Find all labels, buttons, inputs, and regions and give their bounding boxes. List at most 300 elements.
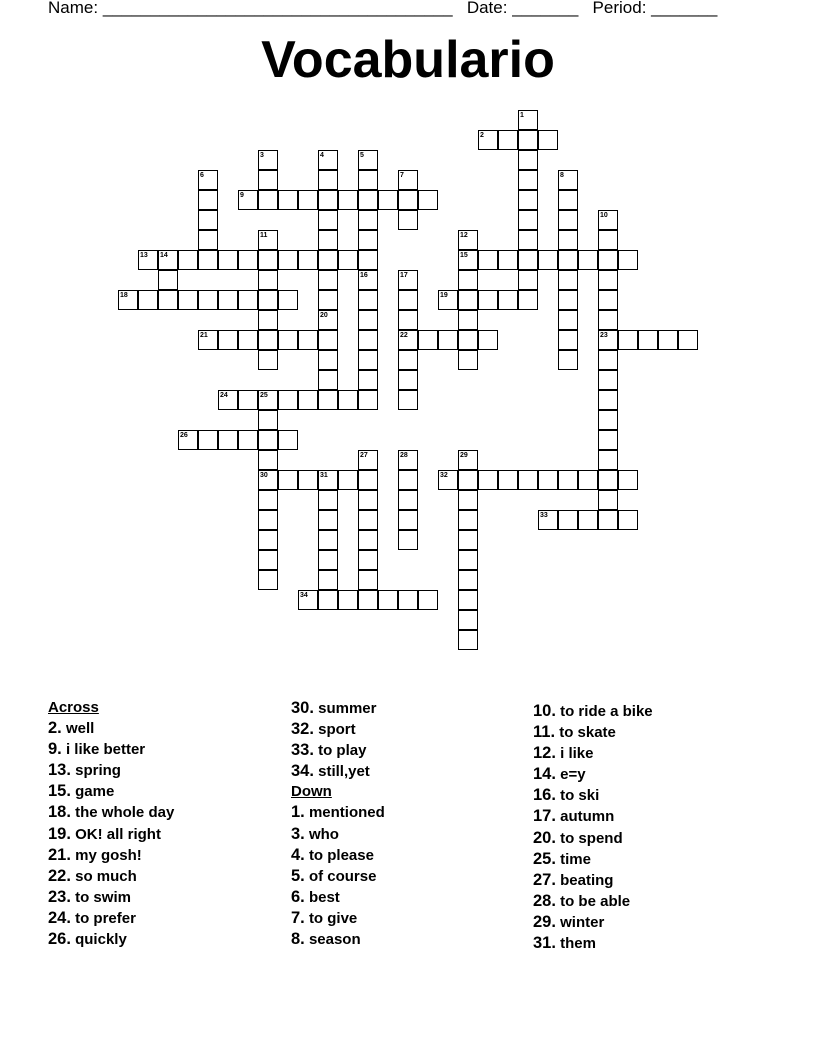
crossword-cell[interactable] <box>458 270 478 290</box>
crossword-cell[interactable] <box>538 130 558 150</box>
cell-number: 30 <box>260 472 268 479</box>
crossword-cell[interactable] <box>458 530 478 550</box>
crossword-cell[interactable] <box>398 190 418 210</box>
crossword-cell[interactable] <box>258 510 278 530</box>
crossword-cell[interactable] <box>418 590 438 610</box>
cell-number: 19 <box>440 292 448 299</box>
crossword-cell[interactable] <box>518 290 538 310</box>
crossword-cell[interactable] <box>418 190 438 210</box>
crossword-cell[interactable] <box>258 190 278 210</box>
crossword-cell[interactable] <box>478 250 498 270</box>
clue-number: 14. <box>533 765 556 784</box>
crossword-cell[interactable] <box>318 510 338 530</box>
cell-number: 7 <box>400 172 404 179</box>
down-heading: Down <box>291 783 332 801</box>
crossword-cell[interactable] <box>558 270 578 290</box>
crossword-cell[interactable] <box>458 510 478 530</box>
crossword-cell[interactable] <box>358 550 378 570</box>
clue-number: 24. <box>48 908 71 927</box>
crossword-cell[interactable] <box>158 290 178 310</box>
crossword-cell[interactable] <box>458 290 478 310</box>
clue-text: to play <box>318 742 367 760</box>
crossword-cell[interactable] <box>438 330 458 350</box>
clue-text: to prefer <box>75 909 136 927</box>
crossword-cell[interactable] <box>598 490 618 510</box>
crossword-cell[interactable] <box>338 250 358 270</box>
crossword-cell[interactable] <box>358 570 378 590</box>
cell-number: 16 <box>360 272 368 279</box>
crossword-cell[interactable] <box>518 130 538 150</box>
crossword-cell[interactable] <box>598 470 618 490</box>
crossword-cell[interactable] <box>558 210 578 230</box>
clue-text: to please <box>308 846 374 864</box>
crossword-cell[interactable] <box>558 350 578 370</box>
crossword-cell[interactable] <box>498 250 518 270</box>
crossword-cell[interactable] <box>618 330 638 350</box>
crossword-cell[interactable] <box>258 550 278 570</box>
clue-number: 21. <box>48 845 71 864</box>
crossword-cell[interactable] <box>518 190 538 210</box>
crossword-cell[interactable] <box>298 250 318 270</box>
cell-number: 20 <box>320 312 328 319</box>
crossword-cell[interactable] <box>598 230 618 250</box>
crossword-cell[interactable] <box>398 510 418 530</box>
cell-number: 31 <box>320 472 328 479</box>
crossword-cell[interactable] <box>398 370 418 390</box>
clue-text: e=y <box>560 766 586 784</box>
crossword-cell[interactable] <box>538 470 558 490</box>
crossword-cell[interactable] <box>558 510 578 530</box>
cell-number: 24 <box>220 392 228 399</box>
clue-text: i like better <box>65 741 146 759</box>
clue-item <box>48 866 174 887</box>
crossword-cell[interactable] <box>258 270 278 290</box>
cell-number: 12 <box>460 232 468 239</box>
crossword-cell[interactable] <box>618 510 638 530</box>
crossword-cell[interactable] <box>578 250 598 270</box>
clue-number: 19. <box>48 824 71 843</box>
crossword-cell[interactable] <box>558 190 578 210</box>
cell-number: 26 <box>180 432 188 439</box>
crossword-cell[interactable] <box>518 250 538 270</box>
crossword-cell[interactable] <box>198 290 218 310</box>
crossword-cell[interactable] <box>358 170 378 190</box>
clue-number: 5. <box>291 866 305 885</box>
clue-item <box>291 845 385 866</box>
crossword-cell[interactable] <box>338 590 358 610</box>
crossword-cell[interactable] <box>598 510 618 530</box>
crossword-cell[interactable] <box>198 250 218 270</box>
clue-number: 34. <box>291 762 314 781</box>
clue-item <box>48 739 174 760</box>
crossword-cell[interactable] <box>338 390 358 410</box>
crossword-cell[interactable] <box>318 590 338 610</box>
crossword-cell[interactable] <box>378 190 398 210</box>
crossword-cell[interactable] <box>298 190 318 210</box>
crossword-cell[interactable] <box>398 290 418 310</box>
clue-item <box>48 845 174 866</box>
crossword-cell[interactable] <box>478 470 498 490</box>
page-title: Vocabulario <box>261 31 555 89</box>
clue-text: beating <box>560 871 614 889</box>
crossword-cell[interactable] <box>458 470 478 490</box>
crossword-cell[interactable] <box>398 310 418 330</box>
crossword-cell[interactable] <box>578 470 598 490</box>
crossword-cell[interactable] <box>358 530 378 550</box>
clue-text: game <box>75 783 115 801</box>
clue-text: i like <box>560 745 594 763</box>
clue-text: to give <box>308 909 358 927</box>
crossword-cell[interactable] <box>558 290 578 310</box>
clue-number: 32. <box>291 720 314 739</box>
crossword-cell[interactable] <box>258 170 278 190</box>
period-label: Period: <box>592 0 647 17</box>
cell-number: 5 <box>360 152 364 159</box>
crossword-cell[interactable] <box>598 290 618 310</box>
crossword-cell[interactable] <box>658 330 678 350</box>
crossword-cell[interactable] <box>458 590 478 610</box>
crossword-cell[interactable] <box>298 470 318 490</box>
clue-number: 18. <box>48 803 71 822</box>
clue-item <box>533 870 653 891</box>
crossword-cell[interactable] <box>258 490 278 510</box>
clue-text: still,yet <box>318 763 370 781</box>
crossword-cell[interactable] <box>238 250 258 270</box>
clue-item <box>291 929 385 950</box>
cell-number: 29 <box>460 452 468 459</box>
crossword-cell[interactable] <box>618 250 638 270</box>
crossword-cell[interactable] <box>318 490 338 510</box>
clue-item <box>533 912 653 933</box>
cell-number: 28 <box>400 452 408 459</box>
crossword-cell[interactable] <box>258 410 278 430</box>
crossword-cell[interactable] <box>318 390 338 410</box>
crossword-cell[interactable] <box>258 570 278 590</box>
clue-number: 8. <box>291 930 305 949</box>
crossword-cell[interactable] <box>278 330 298 350</box>
clue-number: 2. <box>48 719 62 738</box>
crossword-cell[interactable] <box>598 410 618 430</box>
crossword-cell[interactable] <box>518 270 538 290</box>
cell-number: 25 <box>260 392 268 399</box>
crossword-cell[interactable] <box>518 210 538 230</box>
clue-number: 31. <box>533 934 556 953</box>
crossword-cell[interactable] <box>498 470 518 490</box>
crossword-cell[interactable] <box>358 490 378 510</box>
crossword-cell[interactable] <box>358 330 378 350</box>
period-blank[interactable]: _______ <box>651 0 718 17</box>
clue-number: 4. <box>291 845 305 864</box>
crossword-cell[interactable] <box>338 190 358 210</box>
crossword-cell[interactable] <box>318 170 338 190</box>
clue-text: to be able <box>560 892 631 910</box>
name-blank[interactable]: _____________________________________ <box>102 0 453 17</box>
cell-number: 1 <box>520 112 524 119</box>
crossword-cell[interactable] <box>138 290 158 310</box>
crossword-cell[interactable] <box>498 290 518 310</box>
crossword-cell[interactable] <box>318 190 338 210</box>
clue-item <box>48 781 174 802</box>
crossword-cell[interactable] <box>198 210 218 230</box>
clue-text: spring <box>75 762 121 780</box>
crossword-cell[interactable] <box>318 570 338 590</box>
crossword-cell[interactable] <box>198 430 218 450</box>
crossword-cell[interactable] <box>538 250 558 270</box>
crossword-cell[interactable] <box>498 130 518 150</box>
clue-item <box>291 719 385 740</box>
clue-number: 9. <box>48 740 62 759</box>
crossword-cell[interactable] <box>478 330 498 350</box>
cell-number: 33 <box>540 512 548 519</box>
crossword-cell[interactable] <box>298 390 318 410</box>
crossword-cell[interactable] <box>198 230 218 250</box>
cell-number: 22 <box>400 332 408 339</box>
clue-item <box>533 764 653 785</box>
clue-number: 25. <box>533 849 556 868</box>
crossword-cell[interactable] <box>558 250 578 270</box>
clue-number: 10. <box>533 702 556 720</box>
crossword-cell[interactable] <box>238 330 258 350</box>
date-blank[interactable]: _______ <box>512 0 579 17</box>
crossword-cell[interactable] <box>458 490 478 510</box>
crossword-cell[interactable] <box>598 250 618 270</box>
crossword-cell[interactable] <box>358 590 378 610</box>
crossword-cell[interactable] <box>398 210 418 230</box>
clue-text: OK! all right <box>75 825 161 843</box>
crossword-cell[interactable] <box>278 390 298 410</box>
crossword-cell[interactable] <box>458 310 478 330</box>
crossword-cell[interactable] <box>318 350 338 370</box>
crossword-cell[interactable] <box>278 290 298 310</box>
clue-number: 3. <box>291 824 305 843</box>
crossword-cell[interactable] <box>318 530 338 550</box>
clue-text: well <box>65 720 95 738</box>
crossword-cell[interactable] <box>398 530 418 550</box>
cell-number: 15 <box>460 252 468 259</box>
clue-item <box>291 824 385 845</box>
crossword-cell[interactable] <box>358 370 378 390</box>
cell-number: 6 <box>200 172 204 179</box>
crossword-cell[interactable] <box>398 350 418 370</box>
crossword-cell[interactable] <box>358 290 378 310</box>
clue-text: them <box>560 935 596 953</box>
clue-number: 28. <box>533 891 556 910</box>
cell-number: 23 <box>600 332 608 339</box>
clue-number: 29. <box>533 912 556 931</box>
crossword-cell[interactable] <box>558 470 578 490</box>
crossword-cell[interactable] <box>278 190 298 210</box>
crossword-cell[interactable] <box>358 390 378 410</box>
clue-item <box>533 743 653 764</box>
cell-number: 3 <box>260 152 264 159</box>
crossword-cell[interactable] <box>258 530 278 550</box>
crossword-cell[interactable] <box>358 470 378 490</box>
clue-item <box>291 908 385 929</box>
clue-text: sport <box>318 721 356 739</box>
crossword-cell[interactable] <box>218 250 238 270</box>
crossword-cell[interactable] <box>398 490 418 510</box>
crossword-cell[interactable] <box>678 330 698 350</box>
crossword-cell[interactable] <box>558 310 578 330</box>
crossword-cell[interactable] <box>518 170 538 190</box>
crossword-cell[interactable] <box>598 430 618 450</box>
crossword-cell[interactable] <box>398 470 418 490</box>
crossword-cell[interactable] <box>318 290 338 310</box>
clue-number: 15. <box>48 782 71 801</box>
clue-text: time <box>560 850 591 868</box>
name-label: Name: <box>48 0 99 17</box>
clue-text: to skate <box>559 724 616 742</box>
crossword-cell[interactable] <box>358 350 378 370</box>
crossword-cell[interactable] <box>158 270 178 290</box>
clue-number: 17. <box>533 807 556 826</box>
clue-number: 33. <box>291 741 314 760</box>
crossword-cell[interactable] <box>458 350 478 370</box>
date-label: Date: <box>466 0 508 17</box>
crossword-cell[interactable] <box>218 290 238 310</box>
crossword-cell[interactable] <box>398 390 418 410</box>
clue-text: my gosh! <box>75 846 142 864</box>
clue-item <box>48 718 174 739</box>
crossword-cell[interactable] <box>318 270 338 290</box>
clue-text: so much <box>75 867 137 885</box>
crossword-cell[interactable] <box>458 610 478 630</box>
clue-item <box>48 887 174 908</box>
crossword-cell[interactable] <box>218 430 238 450</box>
clue-item <box>48 802 174 823</box>
crossword-cell[interactable] <box>358 310 378 330</box>
clue-item <box>48 824 174 845</box>
clues-column-1 <box>48 698 174 950</box>
cell-number: 34 <box>300 592 308 599</box>
clue-text: to spend <box>560 829 623 847</box>
crossword-cell[interactable] <box>558 330 578 350</box>
clue-item <box>291 740 385 761</box>
crossword-cell[interactable] <box>558 230 578 250</box>
cell-number: 13 <box>140 252 148 259</box>
clue-text: quickly <box>75 931 127 949</box>
crossword-cell[interactable] <box>318 210 338 230</box>
crossword-cell[interactable] <box>598 270 618 290</box>
cell-number: 14 <box>160 252 168 259</box>
crossword-cell[interactable] <box>278 470 298 490</box>
clue-number: 1. <box>291 803 305 822</box>
clue-item <box>533 933 653 954</box>
crossword-cell[interactable] <box>318 330 338 350</box>
clue-text: to ski <box>560 787 600 805</box>
crossword-cell[interactable] <box>358 190 378 210</box>
crossword-cell[interactable] <box>358 250 378 270</box>
clue-item <box>48 929 174 950</box>
crossword-cell[interactable] <box>358 510 378 530</box>
crossword-cell[interactable] <box>338 470 358 490</box>
crossword-cell[interactable] <box>318 550 338 570</box>
clue-item <box>533 828 653 849</box>
crossword-cell[interactable] <box>198 190 218 210</box>
crossword-cell[interactable] <box>518 470 538 490</box>
clue-text: to swim <box>75 888 131 906</box>
clue-item <box>533 785 653 806</box>
crossword-cell[interactable] <box>178 250 198 270</box>
crossword-cell[interactable] <box>258 290 278 310</box>
cell-number: 21 <box>200 332 208 339</box>
clue-text: the whole day <box>75 804 175 822</box>
crossword-cell[interactable] <box>298 330 318 350</box>
crossword-cell[interactable] <box>518 150 538 170</box>
crossword-cell[interactable] <box>598 390 618 410</box>
crossword-cell[interactable] <box>458 330 478 350</box>
clue-item <box>533 701 653 722</box>
crossword-cell[interactable] <box>478 290 498 310</box>
crossword-cell[interactable] <box>598 450 618 470</box>
clue-item <box>48 908 174 929</box>
clue-number: 27. <box>533 870 556 889</box>
clue-number: 23. <box>48 887 71 906</box>
crossword-cell[interactable] <box>258 330 278 350</box>
crossword-cell[interactable] <box>318 250 338 270</box>
crossword-cell[interactable] <box>358 210 378 230</box>
crossword-cell[interactable] <box>238 390 258 410</box>
cell-number: 27 <box>360 452 368 459</box>
crossword-cell[interactable] <box>598 350 618 370</box>
crossword-cell[interactable] <box>598 310 618 330</box>
crossword-cell[interactable] <box>598 370 618 390</box>
clue-text: who <box>308 825 339 843</box>
crossword-cell[interactable] <box>238 430 258 450</box>
clues-column-2 <box>291 698 385 950</box>
crossword-cell[interactable] <box>258 250 278 270</box>
clue-item <box>533 849 653 870</box>
crossword-cell[interactable] <box>178 290 198 310</box>
clue-item <box>291 887 385 908</box>
crossword-cell[interactable] <box>578 510 598 530</box>
crossword-cell[interactable] <box>518 230 538 250</box>
clue-number: 6. <box>291 887 305 906</box>
clue-text: best <box>308 888 340 906</box>
clue-number: 22. <box>48 866 71 885</box>
crossword-cell[interactable] <box>418 330 438 350</box>
crossword-cell[interactable] <box>638 330 658 350</box>
crossword-cell[interactable] <box>358 230 378 250</box>
crossword-cell[interactable] <box>458 630 478 650</box>
crossword-cell[interactable] <box>258 450 278 470</box>
clue-number: 26. <box>48 930 71 949</box>
clue-number: 11. <box>533 723 556 742</box>
clue-text: mentioned <box>308 804 385 822</box>
crossword-cell[interactable] <box>378 590 398 610</box>
crossword-cell[interactable] <box>318 230 338 250</box>
crossword-cell[interactable] <box>258 430 278 450</box>
clue-text: to ride a bike <box>560 703 653 720</box>
crossword-cell[interactable] <box>398 590 418 610</box>
clue-number: 16. <box>533 786 556 805</box>
across-heading: Across <box>48 699 99 716</box>
crossword-cell[interactable] <box>278 250 298 270</box>
clue-number: 13. <box>48 761 71 780</box>
clue-item <box>291 698 385 719</box>
crossword-cell[interactable] <box>318 370 338 390</box>
crossword-cell[interactable] <box>278 430 298 450</box>
crossword-cell[interactable] <box>458 550 478 570</box>
cell-number: 8 <box>560 172 564 179</box>
clue-item <box>291 866 385 887</box>
crossword-cell[interactable] <box>218 330 238 350</box>
crossword-cell[interactable] <box>458 570 478 590</box>
crossword-cell[interactable] <box>618 470 638 490</box>
crossword-cell[interactable] <box>238 290 258 310</box>
crossword-cell[interactable] <box>258 310 278 330</box>
crossword-cell[interactable] <box>258 350 278 370</box>
